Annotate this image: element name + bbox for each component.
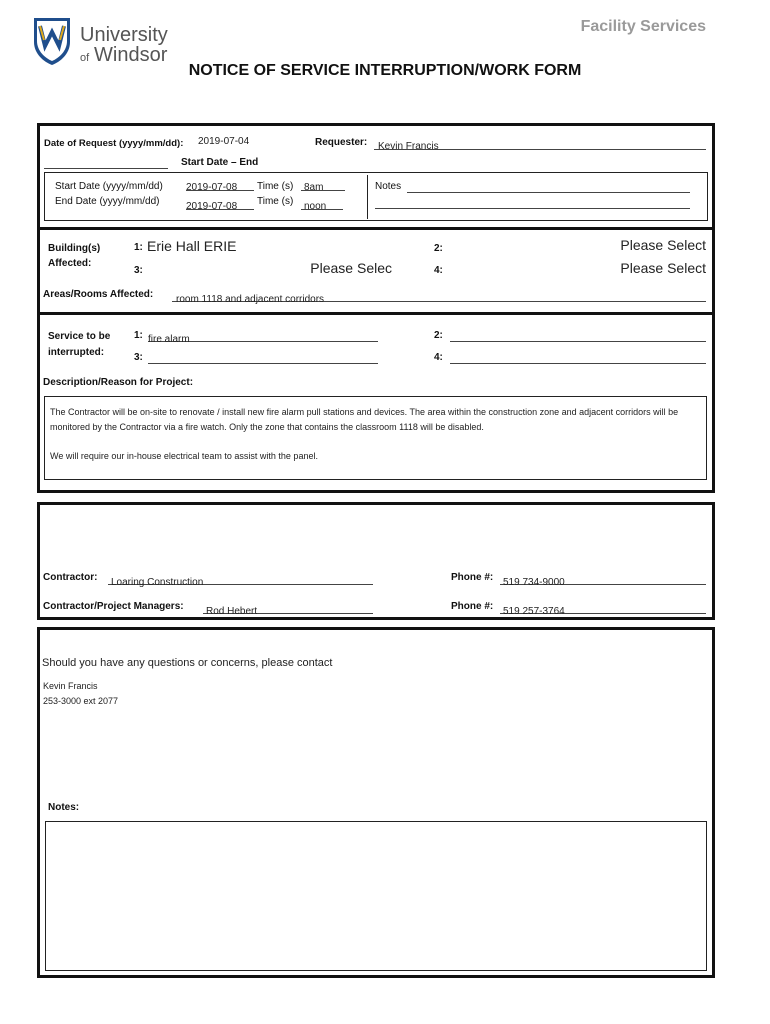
start-end-heading: Start Date – End (181, 157, 259, 168)
managers-field[interactable] (203, 601, 373, 617)
contact-phone: 253-3000 ext 2077 (43, 696, 119, 706)
logo-text-of: of (80, 52, 90, 64)
contact-notes-label: Notes: (48, 802, 80, 813)
start-time-label: Time (s) (257, 181, 294, 192)
service-3-number: 3: (134, 352, 143, 363)
notes-field-line1[interactable] (407, 181, 690, 193)
end-time-field[interactable] (301, 196, 343, 210)
building-2-number: 2: (434, 243, 443, 254)
blank-line (44, 158, 168, 169)
building-3-number: 3: (134, 265, 143, 276)
building-1-number: 1: (134, 242, 143, 253)
description-paragraph-1: The Contractor will be on-site to renovate / install new fire alarm pull stations and devices. The area within the construction zone and adjacent corridors will be monitored by the Contractor via a fire watch. Only the zone that contains the classroom 1118 will be disabled. (50, 407, 679, 432)
notes-field-line2[interactable] (375, 197, 690, 209)
end-time-value: noon (304, 201, 327, 212)
form-title: NOTICE OF SERVICE INTERRUPTION/WORK FORM (188, 62, 582, 79)
shield-icon (32, 16, 72, 66)
building-1-select[interactable]: Erie Hall ERIE (147, 238, 237, 254)
contact-notes-box[interactable] (45, 821, 707, 971)
buildings-label-2: Affected: (48, 258, 92, 269)
start-time-value: 8am (304, 182, 324, 193)
contact-intro: Should you have any questions or concerns, please contact (42, 657, 333, 669)
section-divider-1 (37, 227, 715, 230)
start-time-field[interactable] (301, 177, 345, 191)
contact-name: Kevin Francis (43, 681, 98, 691)
phone-field[interactable] (500, 572, 706, 588)
contractor-label: Contractor: (43, 572, 98, 583)
description-paragraph-2: We will require our in-house electrical team to assist with the panel. (50, 451, 318, 461)
phone-value: 519 734-9000 (503, 577, 565, 588)
service-2-field[interactable] (450, 329, 706, 342)
dates-divider (367, 175, 368, 219)
managers-value: Rod Hebert (206, 606, 258, 617)
end-date-label: End Date (yyyy/mm/dd) (55, 196, 160, 207)
phone2-field[interactable] (500, 601, 706, 617)
end-date-field[interactable] (186, 196, 254, 210)
areas-label: Areas/Rooms Affected: (43, 289, 154, 300)
description-label: Description/Reason for Project: (43, 377, 194, 388)
phone2-label: Phone #: (451, 601, 494, 612)
requester-value: Kevin Francis (378, 141, 439, 152)
building-3-select[interactable]: Please Selec (310, 260, 392, 276)
service-2-number: 2: (434, 330, 443, 341)
phone-label: Phone #: (451, 572, 494, 583)
end-date-value: 2019-07-08 (186, 201, 238, 212)
service-3-field[interactable] (148, 351, 378, 364)
areas-value: room 1118 and adjacent corridors (176, 294, 325, 305)
buildings-label-1: Building(s) (48, 243, 101, 254)
requester-label: Requester: (315, 137, 368, 148)
service-1-field[interactable] (148, 329, 378, 345)
service-1-number: 1: (134, 330, 143, 341)
start-date-value: 2019-07-08 (186, 182, 238, 193)
contractor-value: Loaring Construction (111, 577, 204, 588)
department-name: Facility Services (580, 18, 706, 35)
phone2-value: 519 257-3764 (503, 606, 565, 617)
contractor-field[interactable] (108, 572, 373, 588)
notes-label: Notes (375, 181, 402, 192)
date-of-request-label: Date of Request (yyyy/mm/dd): (44, 138, 184, 149)
areas-field[interactable] (172, 289, 706, 305)
end-time-label: Time (s) (257, 196, 294, 207)
start-date-field[interactable] (186, 177, 254, 191)
service-label-2: interrupted: (48, 347, 105, 358)
section-divider-2 (37, 312, 715, 315)
building-4-select[interactable]: Please Select (620, 260, 706, 276)
service-label-1: Service to be (48, 331, 111, 342)
service-4-number: 4: (434, 352, 443, 363)
logo-text-university: University (80, 24, 168, 46)
service-1-value: fire alarm (148, 334, 190, 345)
start-date-label: Start Date (yyyy/mm/dd) (55, 181, 163, 192)
logo-text-windsor: Windsor (94, 44, 168, 66)
managers-label: Contractor/Project Managers: (43, 601, 184, 612)
building-4-number: 4: (434, 265, 443, 276)
requester-field[interactable] (374, 136, 706, 150)
date-of-request-value[interactable]: 2019-07-04 (198, 136, 250, 147)
building-2-select[interactable]: Please Select (620, 237, 706, 253)
service-4-field[interactable] (450, 351, 706, 364)
